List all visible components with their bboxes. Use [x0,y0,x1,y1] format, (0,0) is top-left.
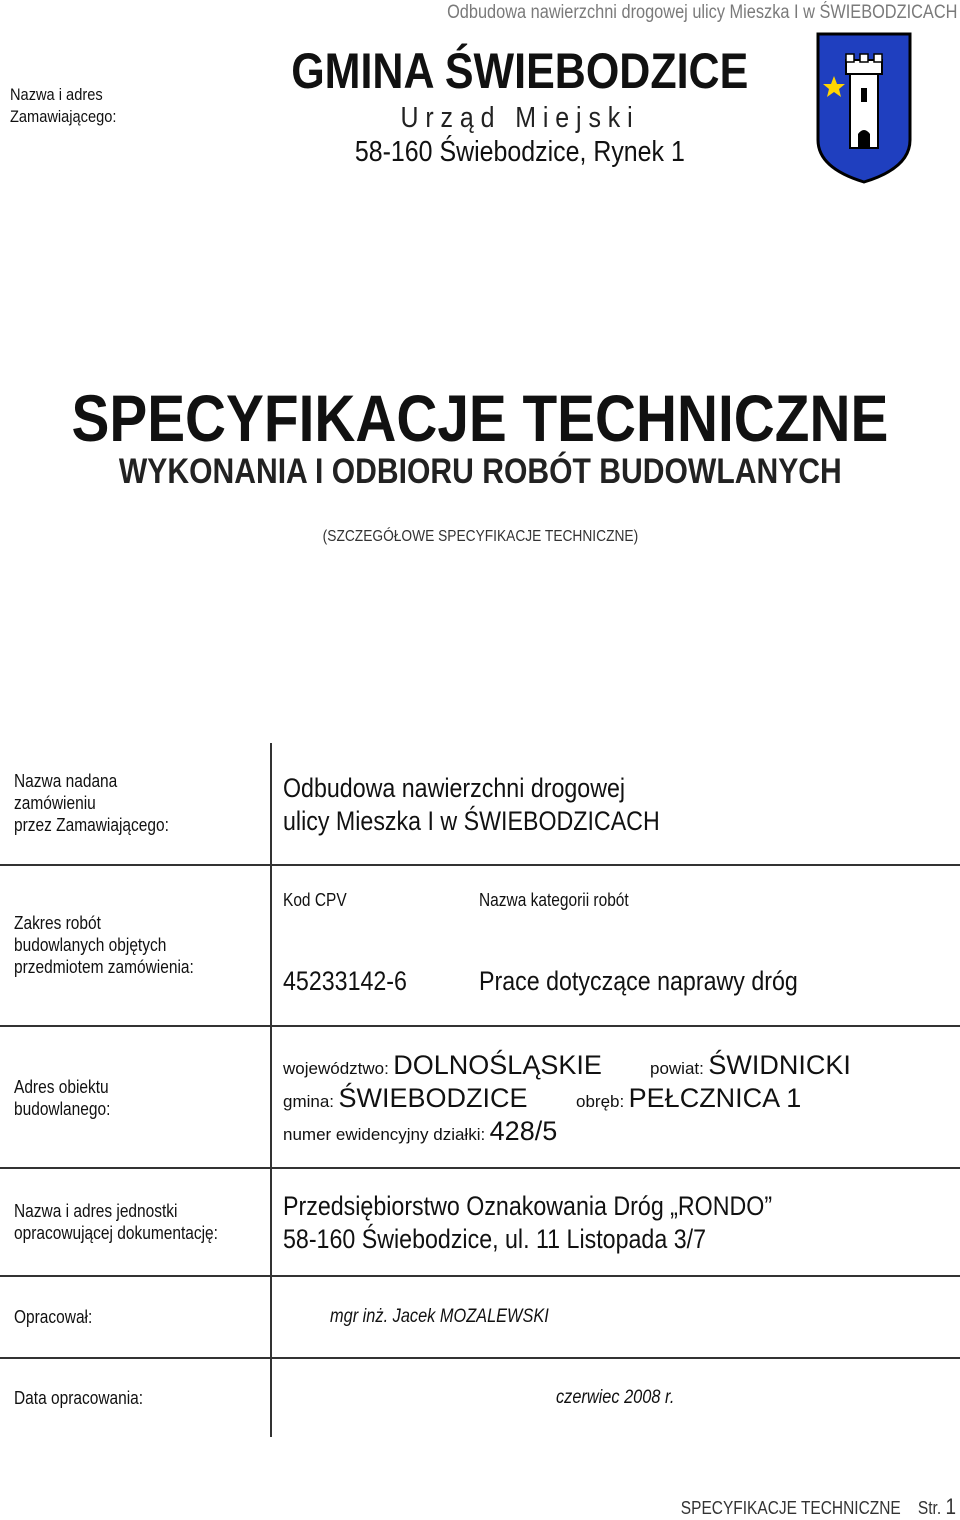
county-line: powiat: ŚWIDNICKI [650,1050,851,1080]
order-name-label: Nazwa nadana zamówieniu przez Zamawiającego: [14,771,169,835]
prepared-by-label: Opracował: [14,1307,93,1327]
employer-name: GMINA ŚWIEBODZICE [291,43,749,99]
cpv-code: 45233142-6 [283,966,407,996]
document-title: SPECYFIKACJE TECHNICZNE [71,381,889,455]
prepared-by-value: mgr inż. Jacek MOZALEWSKI [330,1306,549,1327]
employer-label: Nazwa i adres Zamawiającego: [10,85,117,126]
precinct-line: obręb: PEŁCZNICA 1 [576,1083,802,1113]
table-vertical-rule [270,743,272,1437]
category-name: Prace dotyczące naprawy dróg [479,966,798,996]
object-address-label: Adres obiektu budowlanego: [14,1077,111,1119]
commune-line: gmina: ŚWIEBODZICE [283,1083,528,1113]
author-unit-value: Przedsiębiorstwo Oznakowania Dróg „RONDO” 58-160 Świebodzice, ul. 11 Listopada 3/7 [283,1191,773,1254]
coat-of-arms-icon [814,30,914,184]
table-row-divider [0,1357,960,1359]
category-header: Nazwa kategorii robót [479,890,629,910]
employer-office: Urząd Miejski [400,102,640,134]
table-row-divider [0,1025,960,1027]
document-subtitle: WYKONANIA I ODBIORU ROBÓT BUDOWLANYCH [118,452,842,491]
page-footer: SPECYFIKACJE TECHNICZNE Str. 1 [680,1494,956,1519]
table-row-divider [0,864,960,866]
date-value: czerwiec 2008 r. [556,1387,675,1408]
author-unit-label: Nazwa i adres jednostki opracowującej dokumentację: [14,1201,218,1243]
page-number: 1 [945,1494,956,1519]
table-row-divider [0,1167,960,1169]
scope-label: Zakres robót budowlanych objętych przedmiotem zamówienia: [14,913,194,977]
employer-address: 58-160 Świebodzice, Rynek 1 [355,136,685,168]
date-label: Data opracowania: [14,1388,144,1408]
cpv-header: Kod CPV [283,890,347,910]
order-name-value: Odbudowa nawierzchni drogowej ulicy Mieszka I w ŚWIEBODZICACH [283,773,660,836]
plot-line: numer ewidencyjny działki: 428/5 [283,1116,558,1146]
table-row-divider [0,1275,960,1277]
document-subtitle-parenthetical: (SZCZEGÓŁOWE SPECYFIKACJE TECHNICZNE) [322,528,638,545]
running-header: Odbudowa nawierzchni drogowej ulicy Mieszka I w ŚWIEBODZICACH [446,2,957,23]
voivodeship-line: województwo: DOLNOŚLĄSKIE [283,1050,602,1080]
